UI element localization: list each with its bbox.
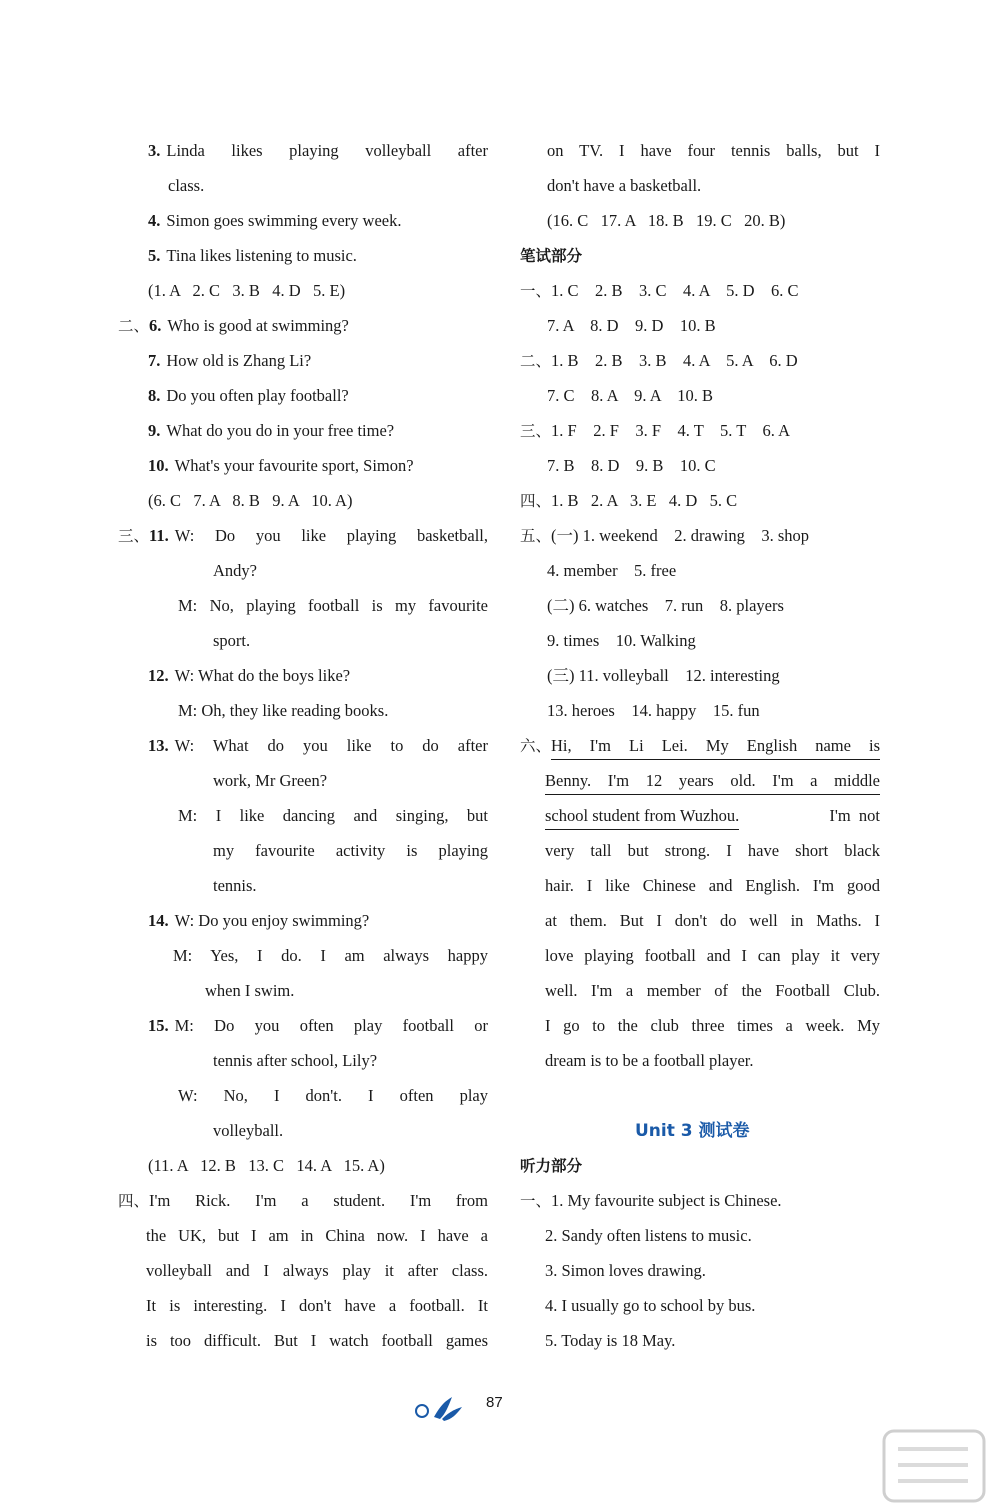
line-text: M: Oh, they like reading books. (178, 701, 389, 720)
line-text: well. I'm a member of the Football Club. (545, 981, 880, 1000)
text-line (520, 490, 880, 512)
item-number: 5. (148, 246, 161, 265)
text-line (213, 1050, 488, 1072)
text-line (547, 175, 880, 197)
line-text: 13. heroes 14. happy 15. fun (547, 701, 760, 720)
text-line (148, 1015, 488, 1037)
line-text: my favourite activity is playing (213, 841, 488, 860)
question-prefix: 四、 (520, 492, 552, 510)
section-heading: 笔试部分 (520, 247, 583, 265)
text-line (547, 595, 880, 617)
text-line (545, 945, 880, 967)
text-line (520, 350, 880, 372)
text-line (148, 385, 488, 407)
line-text: It is interesting. I don't have a football. It (146, 1296, 488, 1315)
text-line (146, 1295, 488, 1317)
line-text: 1. My favourite subject is Chinese. (551, 1191, 782, 1210)
text-line (148, 490, 488, 512)
line-text: W: No, I don't. I often play (178, 1086, 488, 1105)
text-line (148, 245, 488, 267)
text-line (118, 315, 488, 337)
text-line (547, 210, 880, 232)
text-line (148, 735, 488, 757)
text-line (213, 875, 488, 897)
text-line (545, 805, 880, 830)
text-line (148, 210, 488, 232)
line-text: volleyball. (213, 1121, 284, 1140)
line-text: at them. But I don't do well in Maths. I (545, 911, 880, 930)
text-line (178, 595, 488, 617)
item-number: 11. (149, 526, 169, 545)
text-line (635, 1120, 880, 1142)
line-text: (一) 1. weekend 2. drawing 3. shop (551, 526, 810, 545)
text-line (545, 1050, 880, 1072)
text-line (547, 560, 880, 582)
line-text: work, Mr Green? (213, 771, 328, 790)
text-line (545, 1260, 880, 1282)
line-text: W: What do the boys like? (174, 666, 351, 685)
line-text: Hi, I'm Li Lei. My English name is (551, 735, 880, 760)
text-line (545, 770, 880, 795)
text-line (213, 630, 488, 652)
line-text: hair. I like Chinese and English. I'm good (545, 876, 880, 895)
text-line (213, 560, 488, 582)
line-text: Andy? (213, 561, 257, 580)
line-text: school student from Wuzhou. (545, 805, 739, 830)
line-text: M: Do you often play football or (174, 1016, 488, 1035)
line-text: 1. B 2. A 3. E 4. D 5. C (551, 491, 738, 510)
text-line (547, 140, 880, 162)
line-text: Who is good at swimming? (167, 316, 349, 335)
line-text: Tina likes listening to music. (166, 246, 357, 265)
item-number: 3. (148, 141, 161, 160)
line-text: on TV. I have four tennis balls, but I (547, 141, 880, 160)
question-prefix: 六、 (520, 737, 552, 755)
line-text: 3. Simon loves drawing. (545, 1261, 706, 1280)
line-text: Simon goes swimming every week. (166, 211, 402, 230)
line-text: the UK, but I am in China now. I have a (146, 1226, 488, 1245)
line-text: when I swim. (205, 981, 295, 1000)
line-text: very tall but strong. I have short black (545, 841, 880, 860)
line-text: 7. C 8. A 9. A 10. B (547, 386, 713, 405)
item-number: 9. (148, 421, 161, 440)
line-tail: I'm not (825, 806, 880, 825)
text-line (148, 140, 488, 162)
question-prefix: 五、 (520, 527, 552, 545)
line-text: 2. Sandy often listens to music. (545, 1226, 752, 1245)
line-text: Linda likes playing volleyball after (166, 141, 488, 160)
line-text: love playing football and I can play it very (545, 946, 880, 965)
text-line (148, 910, 488, 932)
text-line (118, 1190, 488, 1212)
publisher-logo-icon (412, 1393, 474, 1428)
question-prefix: 三、 (118, 527, 150, 545)
text-line (547, 385, 880, 407)
line-text: Benny. I'm 12 years old. I'm a middle (545, 770, 880, 795)
text-line (547, 315, 880, 337)
question-prefix: 四、 (118, 1192, 150, 1210)
text-line (545, 980, 880, 1002)
item-number: 10. (148, 456, 169, 475)
line-text: W: What do you like to do after (174, 736, 488, 755)
line-text: What's your favourite sport, Simon? (174, 456, 414, 475)
line-text: (16. C 17. A 18. B 19. C 20. B) (547, 211, 786, 230)
line-text: dream is to be a football player. (545, 1051, 754, 1070)
unit-title: Unit 3 测试卷 (635, 1121, 750, 1141)
text-line (148, 280, 488, 302)
question-prefix: 二、 (118, 317, 150, 335)
line-text: 7. B 8. D 9. B 10. C (547, 456, 716, 475)
text-line (520, 735, 880, 760)
item-number: 8. (148, 386, 161, 405)
text-line (148, 1155, 488, 1177)
text-line (178, 805, 488, 827)
line-text: 4. I usually go to school by bus. (545, 1296, 756, 1315)
line-text: 5. Today is 18 May. (545, 1331, 676, 1350)
line-text: volleyball and I always play it after class. (146, 1261, 488, 1280)
line-text: W: Do you enjoy swimming? (174, 911, 370, 930)
text-line (178, 1085, 488, 1107)
item-number: 6. (149, 316, 162, 335)
item-number: 4. (148, 211, 161, 230)
text-line (148, 455, 488, 477)
text-line (545, 875, 880, 897)
line-text: M: Yes, I do. I am always happy (173, 946, 488, 965)
text-line (547, 630, 880, 652)
text-line (520, 420, 880, 442)
line-text: I'm Rick. I'm a student. I'm from (149, 1191, 488, 1210)
line-text: (6. C 7. A 8. B 9. A 10. A) (148, 491, 353, 510)
text-line (146, 1225, 488, 1247)
line-text: M: I like dancing and singing, but (178, 806, 488, 825)
text-line (545, 1295, 880, 1317)
text-line (547, 665, 880, 687)
text-line (146, 1260, 488, 1282)
line-text: (11. A 12. B 13. C 14. A 15. A) (148, 1156, 385, 1175)
line-text: How old is Zhang Li? (166, 351, 312, 370)
line-text: 4. member 5. free (547, 561, 677, 580)
question-prefix: 一、 (520, 1192, 552, 1210)
line-text: don't have a basketball. (547, 176, 702, 195)
line-text: tennis. (213, 876, 257, 895)
line-text: 1. B 2. B 3. B 4. A 5. A 6. D (551, 351, 798, 370)
text-line (520, 280, 880, 302)
line-text: class. (168, 176, 205, 195)
text-line (146, 1330, 488, 1352)
line-text: 9. times 10. Walking (547, 631, 696, 650)
item-number: 13. (148, 736, 169, 755)
text-line (545, 1015, 880, 1037)
text-line (520, 1190, 880, 1212)
text-line (205, 980, 488, 1002)
question-prefix: 一、 (520, 282, 552, 300)
text-line (545, 910, 880, 932)
question-prefix: 二、 (520, 352, 552, 370)
text-line (545, 1330, 880, 1352)
line-text: What do you do in your free time? (166, 421, 395, 440)
text-line (213, 1120, 488, 1142)
text-line (520, 1155, 880, 1177)
text-line (148, 420, 488, 442)
line-text: sport. (213, 631, 251, 650)
line-text: Do you often play football? (166, 386, 349, 405)
line-text: (三) 11. volleyball 12. interesting (547, 666, 780, 685)
line-text: 1. F 2. F 3. F 4. T 5. T 6. A (551, 421, 791, 440)
line-text: I go to the club three times a week. My (545, 1016, 880, 1035)
line-text: (二) 6. watches 7. run 8. players (547, 596, 784, 615)
line-text: 7. A 8. D 9. D 10. B (547, 316, 716, 335)
line-text: is too difficult. But I watch football games (146, 1331, 488, 1350)
text-line (173, 945, 488, 967)
text-line (547, 455, 880, 477)
text-line (213, 770, 488, 792)
text-line (545, 840, 880, 862)
text-line (148, 665, 488, 687)
line-text: M: No, playing football is my favourite (178, 596, 488, 615)
item-number: 14. (148, 911, 169, 930)
page-number: 87 (486, 1394, 503, 1411)
line-text: 1. C 2. B 3. C 4. A 5. D 6. C (551, 281, 799, 300)
line-text: (1. A 2. C 3. B 4. D 5. E) (148, 281, 346, 300)
item-number: 12. (148, 666, 169, 685)
watermark-stamp-icon (880, 1425, 990, 1507)
item-number: 7. (148, 351, 161, 370)
line-text: W: Do you like playing basketball, (174, 526, 488, 545)
text-line (118, 525, 488, 547)
text-line (213, 840, 488, 862)
section-heading: 听力部分 (520, 1157, 583, 1175)
text-line (520, 525, 880, 547)
text-line (148, 350, 488, 372)
text-line (520, 245, 880, 267)
text-line (168, 175, 488, 197)
line-text: tennis after school, Lily? (213, 1051, 378, 1070)
question-prefix: 三、 (520, 422, 552, 440)
text-line (545, 1225, 880, 1247)
text-line (178, 700, 488, 722)
item-number: 15. (148, 1016, 169, 1035)
text-line (547, 700, 880, 722)
